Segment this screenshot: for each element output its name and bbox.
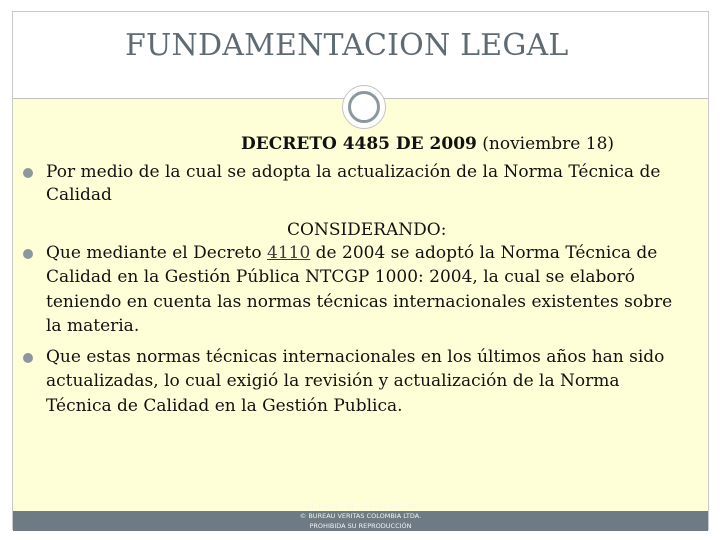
bullet2-text-b: de 2004 se adoptó la Norma Técnica de [310,243,658,263]
decree-title: DECRETO 4485 DE 2009 [241,134,477,154]
footer-line-2: © BUREAU VERITAS COLOMBIA LTDA. [299,512,422,520]
footer-line-3: PROHIBIDA SU REPRODUCCIÓN [309,522,412,530]
ring-inner-icon [348,91,380,123]
decree-4110-link[interactable]: 4110 [267,243,311,263]
ring-icon [342,85,386,129]
decree-date: (noviembre 18) [482,134,615,154]
bullet2-text-a: Que mediante el Decreto [46,243,267,263]
footer-line-1: I&F/TRG/Q – 04 - Rev 09 / Ene - 09 [304,502,417,510]
bullet2-line2: Calidad en la Gestión Pública NTCGP 1000: 2004, la cual se elaboró [46,267,635,287]
considerando-heading: CONSIDERANDO: [287,220,447,240]
slide-title: FUNDAMENTACION LEGAL [125,28,569,63]
bullet3-line1: Que estas normas técnicas internacionales en los últimos años han sido [46,347,665,367]
bullet-dot-icon [23,353,33,363]
bullet1-line2: Calidad [46,185,112,205]
footer [13,501,708,531]
bullet-dot-icon [23,249,33,259]
bullet3-line3: Técnica de Calidad en la Gestión Publica. [46,396,403,416]
bullet2-line3: teniendo en cuenta las normas técnicas internacionales existentes sobre [46,292,673,312]
bullet1-line1: Por medio de la cual se adopta la actualización de la Norma Técnica de [46,162,661,182]
bullet2-line1 [46,242,657,265]
bullet2-line4: la materia. [46,316,140,336]
bullet3-line2: actualizadas, lo cual exigió la revisión y actualización de la Norma [46,371,620,391]
bullet-dot-icon [23,168,33,178]
decree-heading [241,133,614,156]
